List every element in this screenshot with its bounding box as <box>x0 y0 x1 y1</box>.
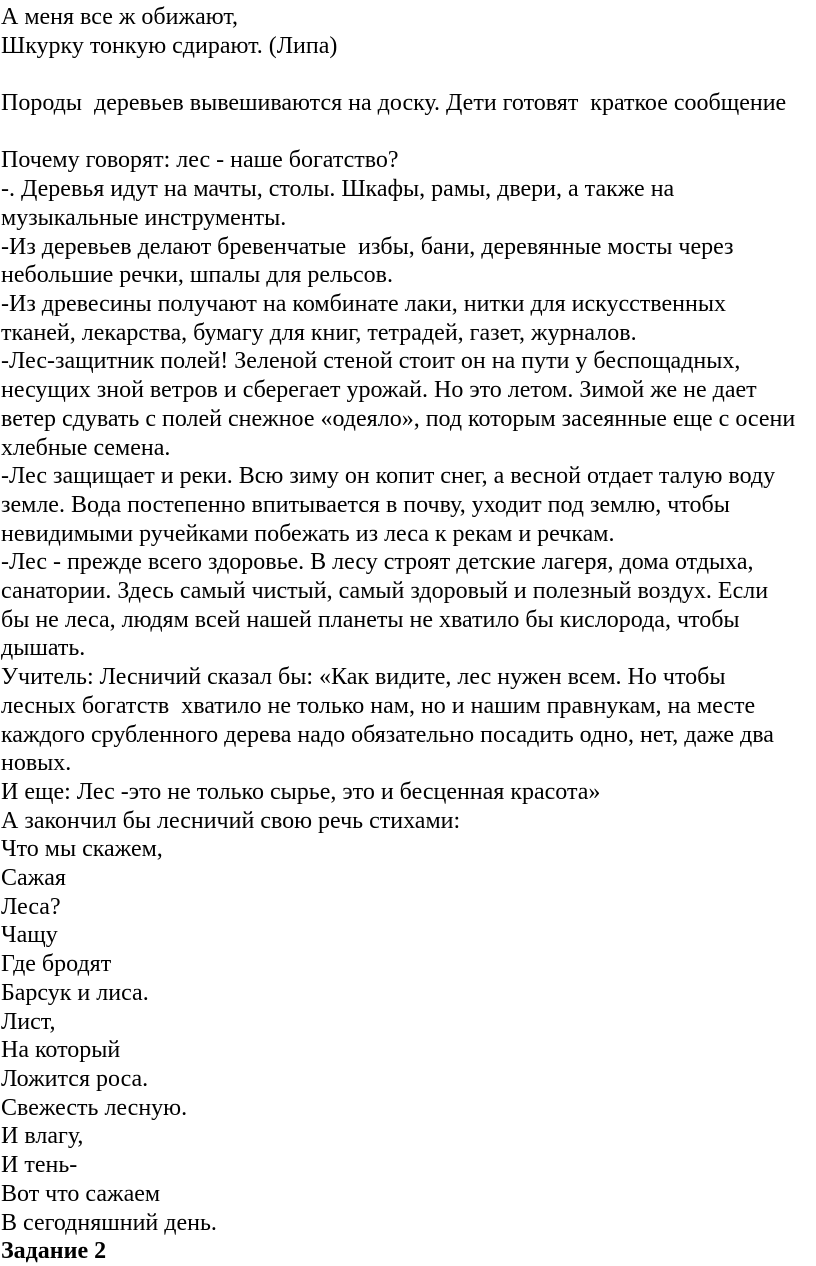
poem-line: Вот что сажаем <box>1 1180 161 1207</box>
instruction-line: Породы деревьев вывешиваются на доску. Дети готовят краткое сообщение <box>1 90 787 117</box>
poem-line: Чащу <box>1 922 58 949</box>
task-heading: Задание 2 <box>1 1238 107 1265</box>
poem-line: Что мы скажем, <box>1 836 163 863</box>
answer-line: хлебные семена. <box>1 434 171 461</box>
answer-line: санатории. Здесь самый чистый, самый здоровый и полезный воздух. Если <box>1 578 769 605</box>
blank-line <box>1 60 816 89</box>
teacher-line: каждого срубленного дерева надо обязательно посадить одно, нет, даже два <box>1 721 774 748</box>
poem-line: Где бродят <box>1 951 112 978</box>
teacher-line: И еще: Лес -это не только сырье, это и бесценная красота» <box>1 778 601 805</box>
poem-line: Свежесть лесную. <box>1 1094 188 1121</box>
poem-line: Леса? <box>1 893 61 920</box>
answer-line: -Лес - прежде всего здоровье. В лесу строят детские лагеря, дома отдыха, <box>1 549 754 576</box>
riddle-line: А меня все ж обижают, <box>1 4 239 30</box>
poem-line: На который <box>1 1037 121 1064</box>
answer-line: земле. Вода постепенно впитывается в почву, уходит под землю, чтобы <box>1 491 730 518</box>
teacher-line: новых. <box>1 750 72 777</box>
answer-line: -. Деревья идут на мачты, столы. Шкафы, рамы, двери, а также на <box>1 176 675 203</box>
teacher-line: А закончил бы лесничий свою речь стихами: <box>1 807 461 834</box>
answer-line: -Из деревьев делают бревенчатые избы, бани, деревянные мосты через <box>1 233 734 260</box>
teacher-line: лесных богатств хватило не только нам, но и нашим правнукам, на месте <box>1 692 756 719</box>
answer-line: несущих зной ветров и сберегает урожай. Но это летом. Зимой же не дает <box>1 377 757 404</box>
poem-line: И влагу, <box>1 1123 84 1150</box>
answer-line: -Из древесины получают на комбинате лаки, нитки для искусственных <box>1 291 726 317</box>
teacher-line: Учитель: Лесничий сказал бы: «Как видите, лес нужен всем. Но чтобы <box>1 664 726 691</box>
answer-line: музыкальные инструменты. <box>1 204 287 231</box>
poem-line: Барсук и лиса. <box>1 979 149 1006</box>
riddle-line: Шкурку тонкую сдирают. (Липа) <box>1 32 338 59</box>
question-line: Почему говорят: лес - наше богатство? <box>1 147 399 174</box>
blank-line <box>1 118 816 147</box>
poem-line: В сегодняшний день. <box>1 1209 217 1236</box>
poem-line: И тень- <box>1 1152 78 1179</box>
answer-line: небольшие речки, шпалы для рельсов. <box>1 262 393 289</box>
answer-line: -Лес-защитник полей! Зеленой стеной стоит он на пути у беспощадных, <box>1 348 741 375</box>
poem-line: Ложится роса. <box>1 1065 149 1092</box>
answer-line: тканей, лекарства, бумагу для книг, тетрадей, газет, журналов. <box>1 319 637 346</box>
answer-line: ветер сдувать с полей снежное «одеяло», под которым засеянные еще с осени <box>1 405 796 432</box>
answer-line: -Лес защищает и реки. Всю зиму он копит снег, а весной отдает талую воду <box>1 463 776 490</box>
answer-line: бы не леса, людям всей нашей планеты не хватило бы кислорода, чтобы <box>1 606 740 633</box>
poem-line: Сажая <box>1 865 66 892</box>
poem-line: Лист, <box>1 1008 56 1035</box>
answer-line: дышать. <box>1 635 86 662</box>
answer-line: невидимыми ручейками побежать из леса к рекам и речкам. <box>1 520 615 547</box>
